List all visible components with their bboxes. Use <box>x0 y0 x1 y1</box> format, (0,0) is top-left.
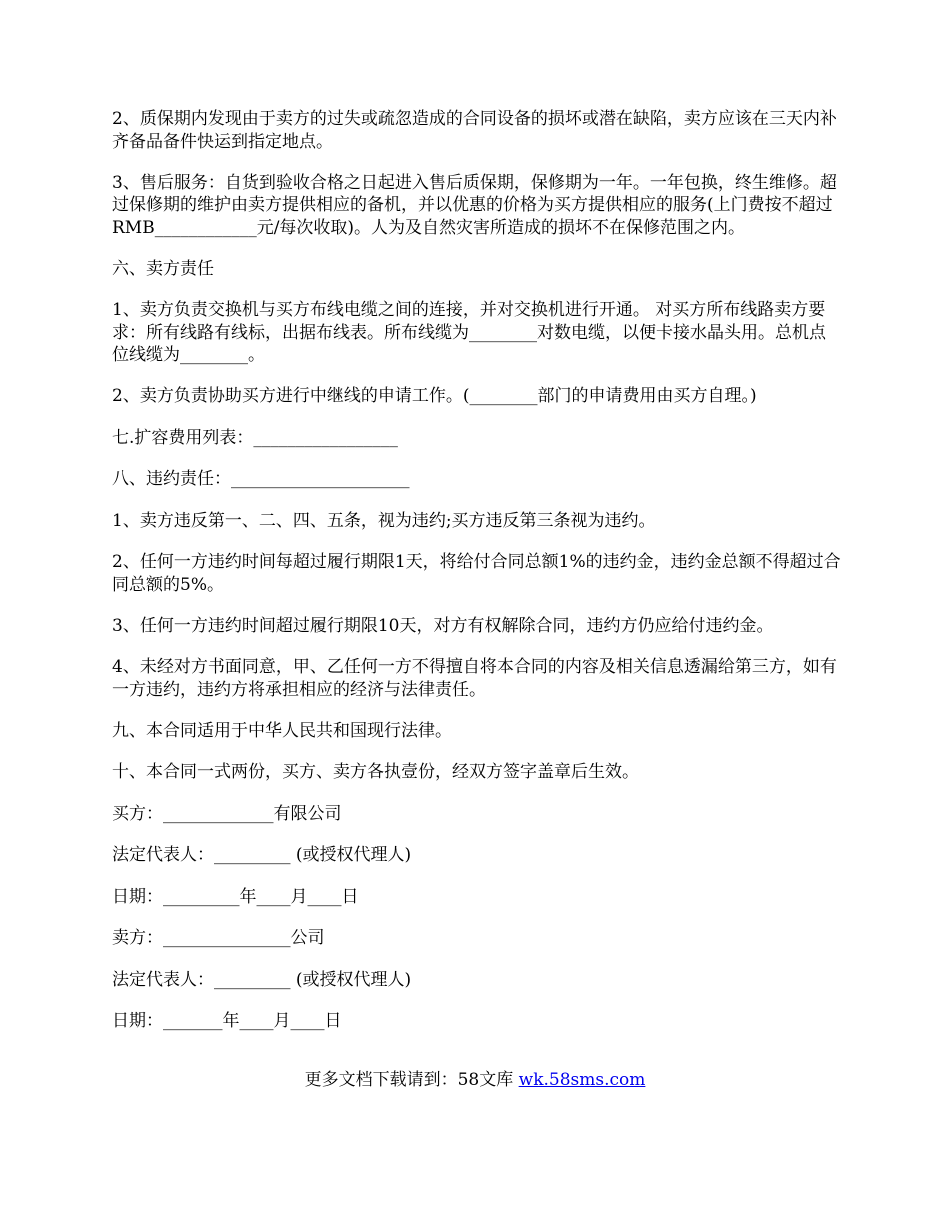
section-heading-seller-responsibility: 六、卖方责任 <box>112 258 214 279</box>
section-heading-breach-liability: 八、违约责任：_____________________ <box>112 469 410 489</box>
paragraph-after-sales-service: 3、售后服务：自货到验收合格之日起进入售后质保期，保修期为一年。一年包换，终生维修。超过保修期的维护由卖方提供相应的备机，并以优惠的价格为买方提供相应的服务(上门费按不超过RMB____________元/每次收取)。人为及自然灾害所造成的损坏不在保修范围之内。 <box>112 172 837 238</box>
contract-body <box>112 108 842 1052</box>
section-heading-copies-effect: 十、本合同一式两份，买方、卖方各执壹份，经双方签字盖章后生效。 <box>112 762 639 782</box>
seller-representative-line: 法定代表人：_________ (或授权代理人) <box>112 969 412 990</box>
paragraph-breach-definition: 1、卖方违反第一、二、四、五条，视为违约;买方违反第三条视为违约。 <box>112 510 656 531</box>
paragraph-warranty-defects: 2、质保期内发现由于卖方的过失或疏忽造成的合同设备的损坏或潜在缺陷，卖方应该在三天内补齐备品备件快运到指定地点。 <box>112 109 837 152</box>
footer-text: 更多文档下载请到：58文库 <box>304 1070 514 1090</box>
buyer-signature-line: 买方：_____________有限公司 <box>112 803 342 824</box>
seller-date-line: 日期：_______年____月____日 <box>112 1011 342 1031</box>
section-heading-expansion-costs: 七.扩容费用列表：_________________ <box>112 427 398 448</box>
section-heading-governing-law: 九、本合同适用于中华人民共和国现行法律。 <box>112 720 452 741</box>
paragraph-trunk-line-application: 2、卖方负责协助买方进行中继线的申请工作。(________部门的申请费用由买方自理。) <box>112 386 757 406</box>
footer-link[interactable]: wk.58sms.com <box>518 1070 646 1090</box>
buyer-date-line: 日期：_________年____月____日 <box>112 886 359 907</box>
paragraph-confidentiality: 4、未经对方书面同意，甲、乙任何一方不得擅自将本合同的内容及相关信息透漏给第三方，如有一方违约，违约方将承担相应的经济与法律责任。 <box>112 657 837 700</box>
paragraph-seller-wiring: 1、卖方负责交换机与买方布线电缆之间的连接，并对交换机进行开通。 对买方所布线路卖方要求：所有线路有线标，出据布线表。所布线缆为________对数电缆，以便卡接水晶头用。总机点位线缆为________。 <box>112 300 826 365</box>
seller-signature-line: 卖方：_______________公司 <box>112 928 325 948</box>
paragraph-late-penalty: 2、任何一方违约时间每超过履行期限1天，将给付合同总额1%的违约金，违约金总额不得超过合同总额的5%。 <box>112 552 841 595</box>
footer <box>0 1069 950 1091</box>
buyer-representative-line: 法定代表人：_________ (或授权代理人) <box>112 845 412 865</box>
paragraph-termination-right: 3、任何一方违约时间超过履行期限10天，对方有权解除合同，违约方仍应给付违约金。 <box>112 615 774 636</box>
